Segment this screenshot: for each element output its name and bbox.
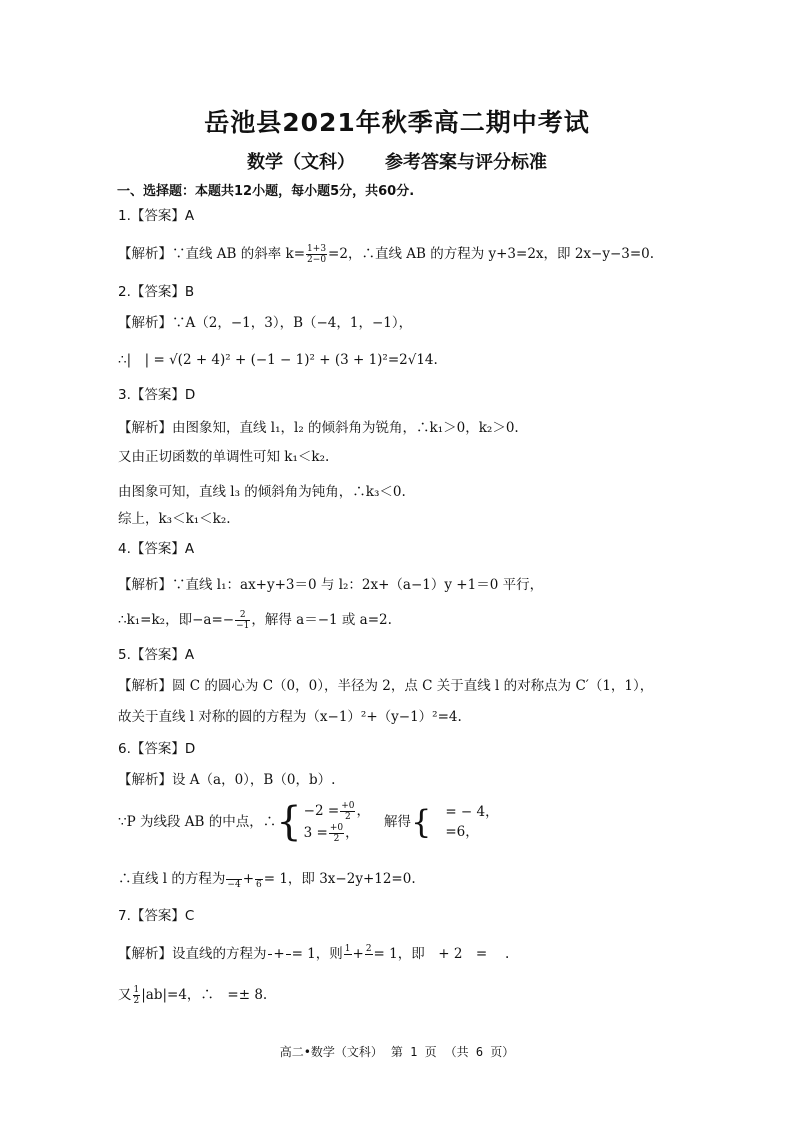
q4-frac-denominator: −1 [236,621,250,631]
q2-explanation-line-1: 【解析】∵A（2，−1，3），B（−4，1，−1）， [118,315,413,331]
q6-eq1-denominator: 2 [344,812,351,822]
q7-line2-text-2: |ab|=4，∴ =± 8. [141,987,268,1003]
q7-text-3: = 1，即 + 2 = . [373,946,510,962]
q2-explanation-line-2: ∴| | = √(2 + 4)² + (−1 − 1)² + (3 + 1)²=2√14. [118,352,438,368]
q7-fraction-a [268,944,273,965]
q3-explanation-line-3: 由图象可知，直线 l₃ 的倾斜角为钝角，∴k₃＜0. [118,484,406,500]
q7-frac-d-numerator: 2 [365,944,372,954]
q6-eq2-fraction [329,823,344,844]
q6-eq2-numerator: +0 [329,823,344,833]
subject-label: 数学（文科） [247,152,355,173]
footer-subject: 高二•数学（文科） [279,1045,383,1059]
q4-text-1: ∴k₁=k₂，即−a=− [118,612,235,628]
q7-line2-frac-numerator: 1 [133,985,140,995]
document-type-label: 参考答案与评分标准 [385,152,547,173]
page-subtitle [0,148,794,174]
q6-eq1-fraction [340,801,355,822]
q6-line3-text-1: ∴直线 l 的方程为 [118,871,226,887]
q6-eq1-left: −2 = [303,803,340,819]
q7-fraction-c [344,944,352,965]
q6-explanation-line-1: 【解析】设 A（a，0），B（0，b）. [118,772,336,788]
q6-right-brace: { [410,803,432,841]
q6-answer: 6.【答案】D [118,741,196,757]
q3-answer: 3.【答案】D [118,387,196,403]
q4-explanation-line-2 [118,610,392,631]
q7-text-1: 【解析】设直线的方程为 [118,946,267,962]
q3-explanation-line-1: 【解析】由图象知，直线 l₁，l₂ 的倾斜角为锐角，∴k₁＞0，k₂＞0. [118,420,519,436]
q6-eq1-numerator: +0 [341,801,355,811]
q7-frac-b-numerator [286,944,291,955]
q6-equation-system [304,800,370,844]
q6-solution-2: =6， [445,824,479,840]
q7-answer: 7.【答案】C [118,908,195,924]
q6-line3-frac1-denominator: −4 [227,880,241,890]
q1-text-2: =2，∴直线 AB 的方程为 y+3=2x，即 2x−y−3=0. [328,246,655,262]
q1-frac-denominator: 2−0 [307,255,327,265]
q6-left-brace: { [276,799,302,845]
q6-solution-system [433,802,498,842]
q2-answer: 2.【答案】B [118,284,195,300]
q6-solve-label: 解得 [383,814,411,830]
q6-line3-frac2-denominator: 6 [256,880,262,890]
q4-answer: 4.【答案】A [118,541,195,557]
q6-explanation-system [118,800,499,844]
q7-fraction-d [365,944,373,965]
page-footer [0,1043,794,1060]
footer-page-number: 第 1 页 [390,1045,437,1059]
q6-eq1: −2 = $\frac{+0}{2}$ ， [303,801,370,822]
q3-explanation-line-2: 又由正切函数的单调性可知 k₁＜k₂. [118,449,330,465]
q5-explanation-line-2: 故关于直线 l 对称的圆的方程为（x−1）²+（y−1）²=4. [118,709,462,725]
q7-text-2: = 1，则 [291,946,343,962]
q6-line3-frac2-numerator [255,869,263,880]
section-heading: 一、选择题：本题共12小题，每小题5分，共60分. [117,184,415,199]
q5-explanation-line-1: 【解析】圆 C 的圆心为 C（0，0），半径为 2，点 C 关于直线 l 的对称点为 C′（1，1）， [118,678,654,694]
q1-frac-numerator: 1+3 [307,244,327,254]
q6-eq2-left: 3 = [303,825,328,841]
q1-answer: 1.【答案】A [118,208,195,224]
page-title: 岳池县2021年秋季高二期中考试 [204,108,590,137]
q6-eq2: 3 = $\frac{+0}{2}$ ， [303,823,359,844]
q1-text-1: 【解析】∵直线 AB 的斜率 k= [118,246,306,262]
q4-explanation-line-1: 【解析】∵直线 l₁：ax+y+3＝0 与 l₂：2x+（a−1）y +1＝0 平行， [118,577,544,593]
q6-line3-fraction-1 [226,869,241,890]
q7-explanation-line-1: 【解析】设直线的方程为 + = 1，则 1 + 2 = 1，即 + 2 = . [118,944,509,965]
q6-line3-frac1-numerator [226,869,241,880]
q7-line2-frac-denominator: 2 [133,996,140,1006]
q7-frac-b-denominator [286,955,291,965]
q6-line3-text-2: = 1，即 3x−2y+12=0. [263,871,416,887]
q7-line2-text-1: 又 [118,987,132,1003]
q6-solution-1: = − 4， [445,804,499,820]
q1-explanation [118,244,654,265]
q7-explanation-line-2 [118,985,267,1006]
q6-eq2-denominator: 2 [333,834,340,844]
q6-explanation-line-3: ∴直线 l 的方程为 −4 + 6 = 1，即 3x−2y+12=0. [118,871,416,890]
q4-fraction [235,610,250,631]
q4-frac-numerator: 2 [235,610,250,621]
q6-line3-fraction-2 [255,869,263,890]
q7-frac-c-numerator: 1 [344,944,351,954]
q1-slope-fraction [306,244,327,265]
q3-explanation-line-4: 综上，k₃＜k₁＜k₂. [118,511,231,527]
q7-line2-fraction [133,985,141,1006]
q7-frac-c-denominator [344,955,352,965]
q7-frac-a-numerator [268,944,273,955]
q7-fraction-b [286,944,291,965]
q6-text-1: ∵P 为线段 AB 的中点，∴ [118,814,277,830]
q5-answer: 5.【答案】A [118,647,195,663]
q4-text-2: ，解得 a＝−1 或 a=2. [251,612,392,628]
q7-frac-d-denominator [365,955,373,965]
q7-frac-a-denominator [268,955,273,965]
footer-page-total: （共 6 页） [444,1045,515,1059]
